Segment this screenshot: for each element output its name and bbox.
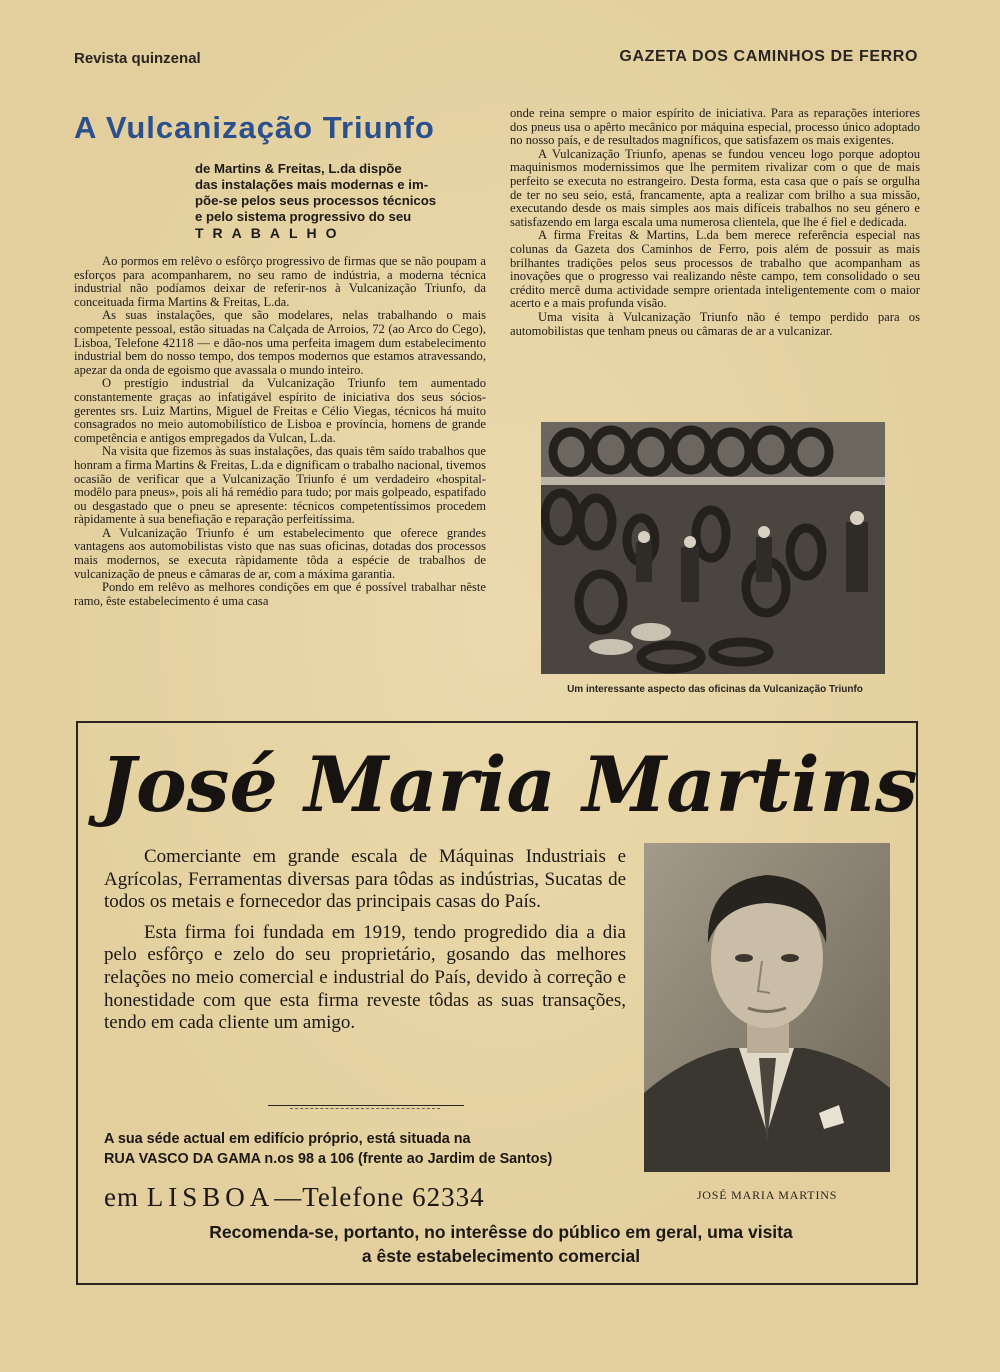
article-subtitle — [195, 161, 485, 241]
portrait-caption: JOSÉ MARIA MARTINS — [696, 1188, 838, 1202]
divider-rule — [268, 1105, 464, 1106]
photo-caption: Um interessante aspecto das oficinas da Vulcanização Triunfo — [567, 684, 863, 695]
workshop-photo — [541, 422, 885, 674]
subtitle-line: de Martins & Freitas, L.da dispõe — [195, 161, 402, 176]
article-title: A Vulcanização Triunfo — [74, 110, 435, 145]
article-paragraph: Ao pormos em relêvo o esfôrço progressivo de firmas que se não poupam a esforços para acompanharem, no seu ramo de indústria, a moderna técnica industrial não podíamos deixar de referir-nos à Vulcanização Triunfo, da conceituada firma Martins & Freitas, L.da. — [74, 254, 486, 309]
running-header-left: Revista quinzenal — [74, 50, 201, 67]
subtitle-line: das instalações mais modernas e im- — [195, 177, 429, 192]
recommend-line: Recomenda-se, portanto, no interêsse do público em geral, uma visita — [209, 1222, 793, 1242]
article-paragraph: Pondo em relêvo as melhores condições em que é possível trabalhar nêste ramo, êste estabelecimento é uma casa — [74, 580, 486, 608]
advert-paragraph: Esta firma foi fundada em 1919, tendo progredido dia a dia pelo esfôrço e zelo do seu proprietário, gosando das melhores relações no meio comercial e industrial do País, devido à correção e honestidade com que esta firma reveste tôdas as suas transações, tendo em cada cliente um amigo. — [104, 921, 626, 1034]
workshop-photo-image — [541, 422, 885, 674]
article-paragraph: As suas instalações, que são modelares, nelas trabalhando o mais competente pessoal, estão situadas na Calçada de Arroios, 72 (ao Arco do Cego), Lisboa, Telefone 42118 — e dão-nos uma perfeita imagem dum estabelecimento industrial bem do nosso tempo, dos tempos modernos que estamos atravessando, apezar da onda de egoismo que avassala o mundo inteiro. — [74, 308, 486, 377]
running-header-right: GAZETA DOS CAMINHOS DE FERRO — [619, 48, 918, 65]
article-paragraph: O prestígio industrial da Vulcanização Triunfo tem aumentado constantemente graças ao infatigável espírito de iniciativa dos seus sócios-gerentes srs. Luiz Martins, Miguel de Freitas e Célio Viegas, técnicos há muito consagrados no meio automobilístico de Lisboa e província, homens de grande competência e antigos empregados da Vulcan, L.da. — [74, 376, 486, 445]
article-paragraph: A Vulcanização Triunfo, apenas se fundou venceu logo porque adoptou maquinismos modernissimos que lhe permitem rivalizar com o que de mais perfeito se executa no estrangeiro. Desta forma, esta casa que o país se orgulha de ter no seu seio, está, francamente, apta a realizar com brilho a sua missão, executando desde os mais simples aos mais difíceis trabalhos no seu género e satisfazendo em larga escala uma numerosa clientela, que lhe é fiel e dedicada. — [510, 146, 920, 229]
address-line: RUA VASCO DA GAMA n.os 98 a 106 (frente ao Jardim de Santos) — [104, 1151, 553, 1167]
advert-city-phone — [104, 1182, 634, 1213]
divider-dotted-rule — [290, 1108, 440, 1109]
article-left-column — [74, 255, 486, 608]
subtitle-line: põe-se pelos seus processos técnicos — [195, 193, 437, 208]
subtitle-emphasis: TRABALHO — [195, 225, 346, 241]
article-paragraph: Uma visita à Vulcanização Triunfo não é tempo perdido para os automobilistas que tenham pneus ou câmaras de ar a vulcanizar. — [510, 309, 920, 338]
advert-body — [104, 846, 626, 1035]
city-name: LISBOA — [146, 1182, 275, 1212]
article-paragraph: A Vulcanização Triunfo é um estabelecimento que oferece grandes vantagens aos automobilistas visto que nas suas oficinas, dotadas dos processos mais modernos, se executa ràpidamente tôda a espécie de trabalhos de vulcanização de pneus e câmaras de ar, com a máxima garantia. — [74, 525, 486, 581]
advert-recommendation — [104, 1220, 898, 1268]
article-paragraph: Na visita que fizemos às suas instalações, das quais têm saído trabalhos que honram a firma Martins & Freitas, L.da e dignificam o trabalho nacional, tivemos ocasião de verificar que a Vulcanização Triunfo é um verdadeiro «hospital-modêlo para pneus», pois ali há remédio para tudo; por mais golpeado, espatifado ou desgastado que o pneu se apresente: técnicos competentíssimos procedem ràpidamente à sua benefiação e reparação perfeitíssima. — [74, 444, 486, 527]
address-line: A sua séde actual em edifício próprio, está situada na — [104, 1131, 471, 1147]
article-paragraph: A firma Freitas & Martins, L.da bem merece referência especial nas colunas da Gazeta dos Caminhos de Ferro, pois além de possuir as mais brilhantes tradições pelos seus processos de trabalho que acompanham as inovações que o progresso vai realizando nêste campo, tem consolidado o seu crédito mercê duma actividade sempre orientada inteligentemente com o maior acerto e a mais profunda visão. — [510, 228, 920, 311]
recommend-line: a êste estabelecimento comercial — [361, 1246, 641, 1266]
city-prefix: em — [104, 1182, 139, 1212]
advert-address — [104, 1129, 626, 1169]
advertiser-name: José Maria Martins — [100, 740, 918, 829]
portrait-image — [644, 843, 890, 1172]
advert-paragraph: Comerciante em grande escala de Máquinas Industriais e Agrícolas, Ferramentas diversas para tôdas as indústrias, Sucatas de todos os metais e fornecedor das principais casas do País. — [104, 846, 626, 913]
subtitle-line: e pelo sistema progressivo do seu — [195, 209, 412, 224]
phone-number: —Telefone 62334 — [274, 1182, 485, 1212]
article-right-column — [510, 107, 920, 338]
portrait-photo — [644, 843, 890, 1172]
article-paragraph: onde reina sempre o maior espírito de iniciativa. Para as reparações interiores dos pneus usa o apêrto mecânico por máquina especial, processo único adoptado no nosso país, e de resultados magníficos, que satisfazem os mais exigentes. — [510, 106, 920, 148]
